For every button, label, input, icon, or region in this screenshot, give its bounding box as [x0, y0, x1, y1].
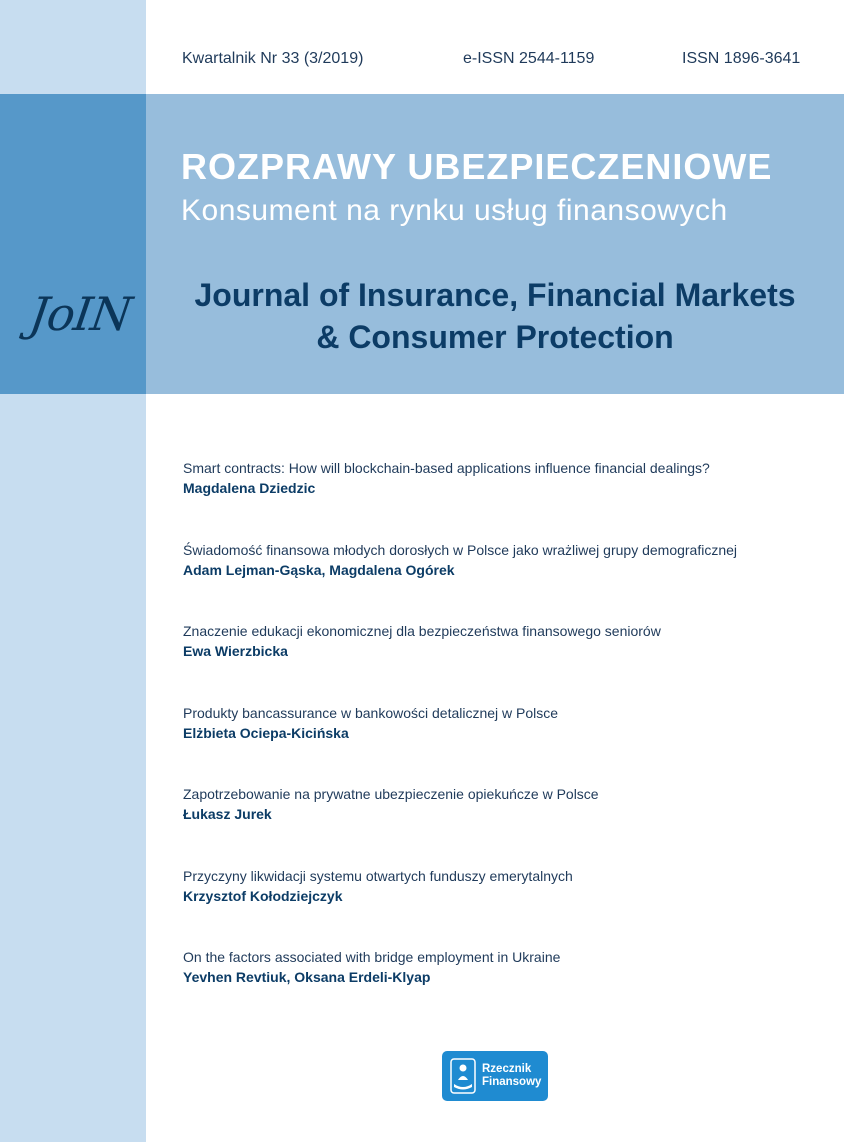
- article-authors: Magdalena Dziedzic: [183, 480, 316, 496]
- issue-number: Kwartalnik Nr 33 (3/2019): [182, 50, 364, 67]
- issn: ISSN 1896-3641: [682, 50, 801, 67]
- publisher-name: [482, 1063, 541, 1089]
- article-title: Smart contracts: How will blockchain-based applications influence financial dealings?: [183, 460, 710, 476]
- toc-item[interactable]: [183, 540, 823, 622]
- article-title: Produkty bancassurance w bankowości detalicznej w Polsce: [183, 704, 559, 721]
- article-authors: Ewa Wierzbicka: [183, 643, 288, 659]
- table-of-contents: [183, 458, 823, 1029]
- toc-item[interactable]: [183, 703, 823, 785]
- publisher-name-line1: Rzecznik: [482, 1063, 532, 1075]
- article-title: Świadomość finansowa młodych dorosłych w Polsce jako wrażliwej grupy demograficznej: [183, 541, 738, 558]
- article-authors: Yevhen Revtiuk, Oksana Erdeli-Klyap: [183, 969, 431, 985]
- journal-logo: JoIN: [26, 287, 135, 341]
- left-color-block: [0, 94, 146, 394]
- e-issn: e-ISSN 2544-1159: [463, 50, 595, 67]
- toc-item[interactable]: [183, 947, 823, 1029]
- publisher-logo[interactable]: [442, 1051, 548, 1101]
- article-authors: Krzysztof Kołodziejczyk: [183, 887, 343, 904]
- toc-item[interactable]: [183, 866, 823, 948]
- article-authors: Łukasz Jurek: [183, 806, 272, 822]
- journal-title-english-line2: & Consumer Protection: [316, 319, 674, 355]
- journal-title-polish: ROZPRAWY UBEZPIECZENIOWE: [181, 146, 773, 187]
- publisher-name-line2: Finansowy: [482, 1076, 542, 1088]
- article-title: On the factors associated with bridge employment in Ukraine: [183, 949, 561, 965]
- toc-item[interactable]: [183, 784, 823, 866]
- toc-item[interactable]: [183, 621, 823, 703]
- journal-subtitle-polish: Konsument na rynku usług finansowych: [181, 194, 728, 227]
- article-title: Znaczenie edukacji ekonomicznej dla bezpieczeństwa finansowego seniorów: [183, 623, 661, 639]
- article-title: Przyczyny likwidacji systemu otwartych funduszy emerytalnych: [183, 867, 573, 884]
- article-title: Zapotrzebowanie na prywatne ubezpieczenie opiekuńcze w Polsce: [183, 786, 599, 802]
- journal-title-english: [146, 274, 844, 358]
- article-authors: Elżbieta Ociepa-Kicińska: [183, 724, 349, 741]
- article-authors: Adam Lejman-Gąska, Magdalena Ogórek: [183, 561, 455, 578]
- journal-title-english-line1: Journal of Insurance, Financial Markets: [194, 277, 796, 313]
- hand-person-icon: [450, 1058, 476, 1094]
- toc-item[interactable]: [183, 458, 823, 540]
